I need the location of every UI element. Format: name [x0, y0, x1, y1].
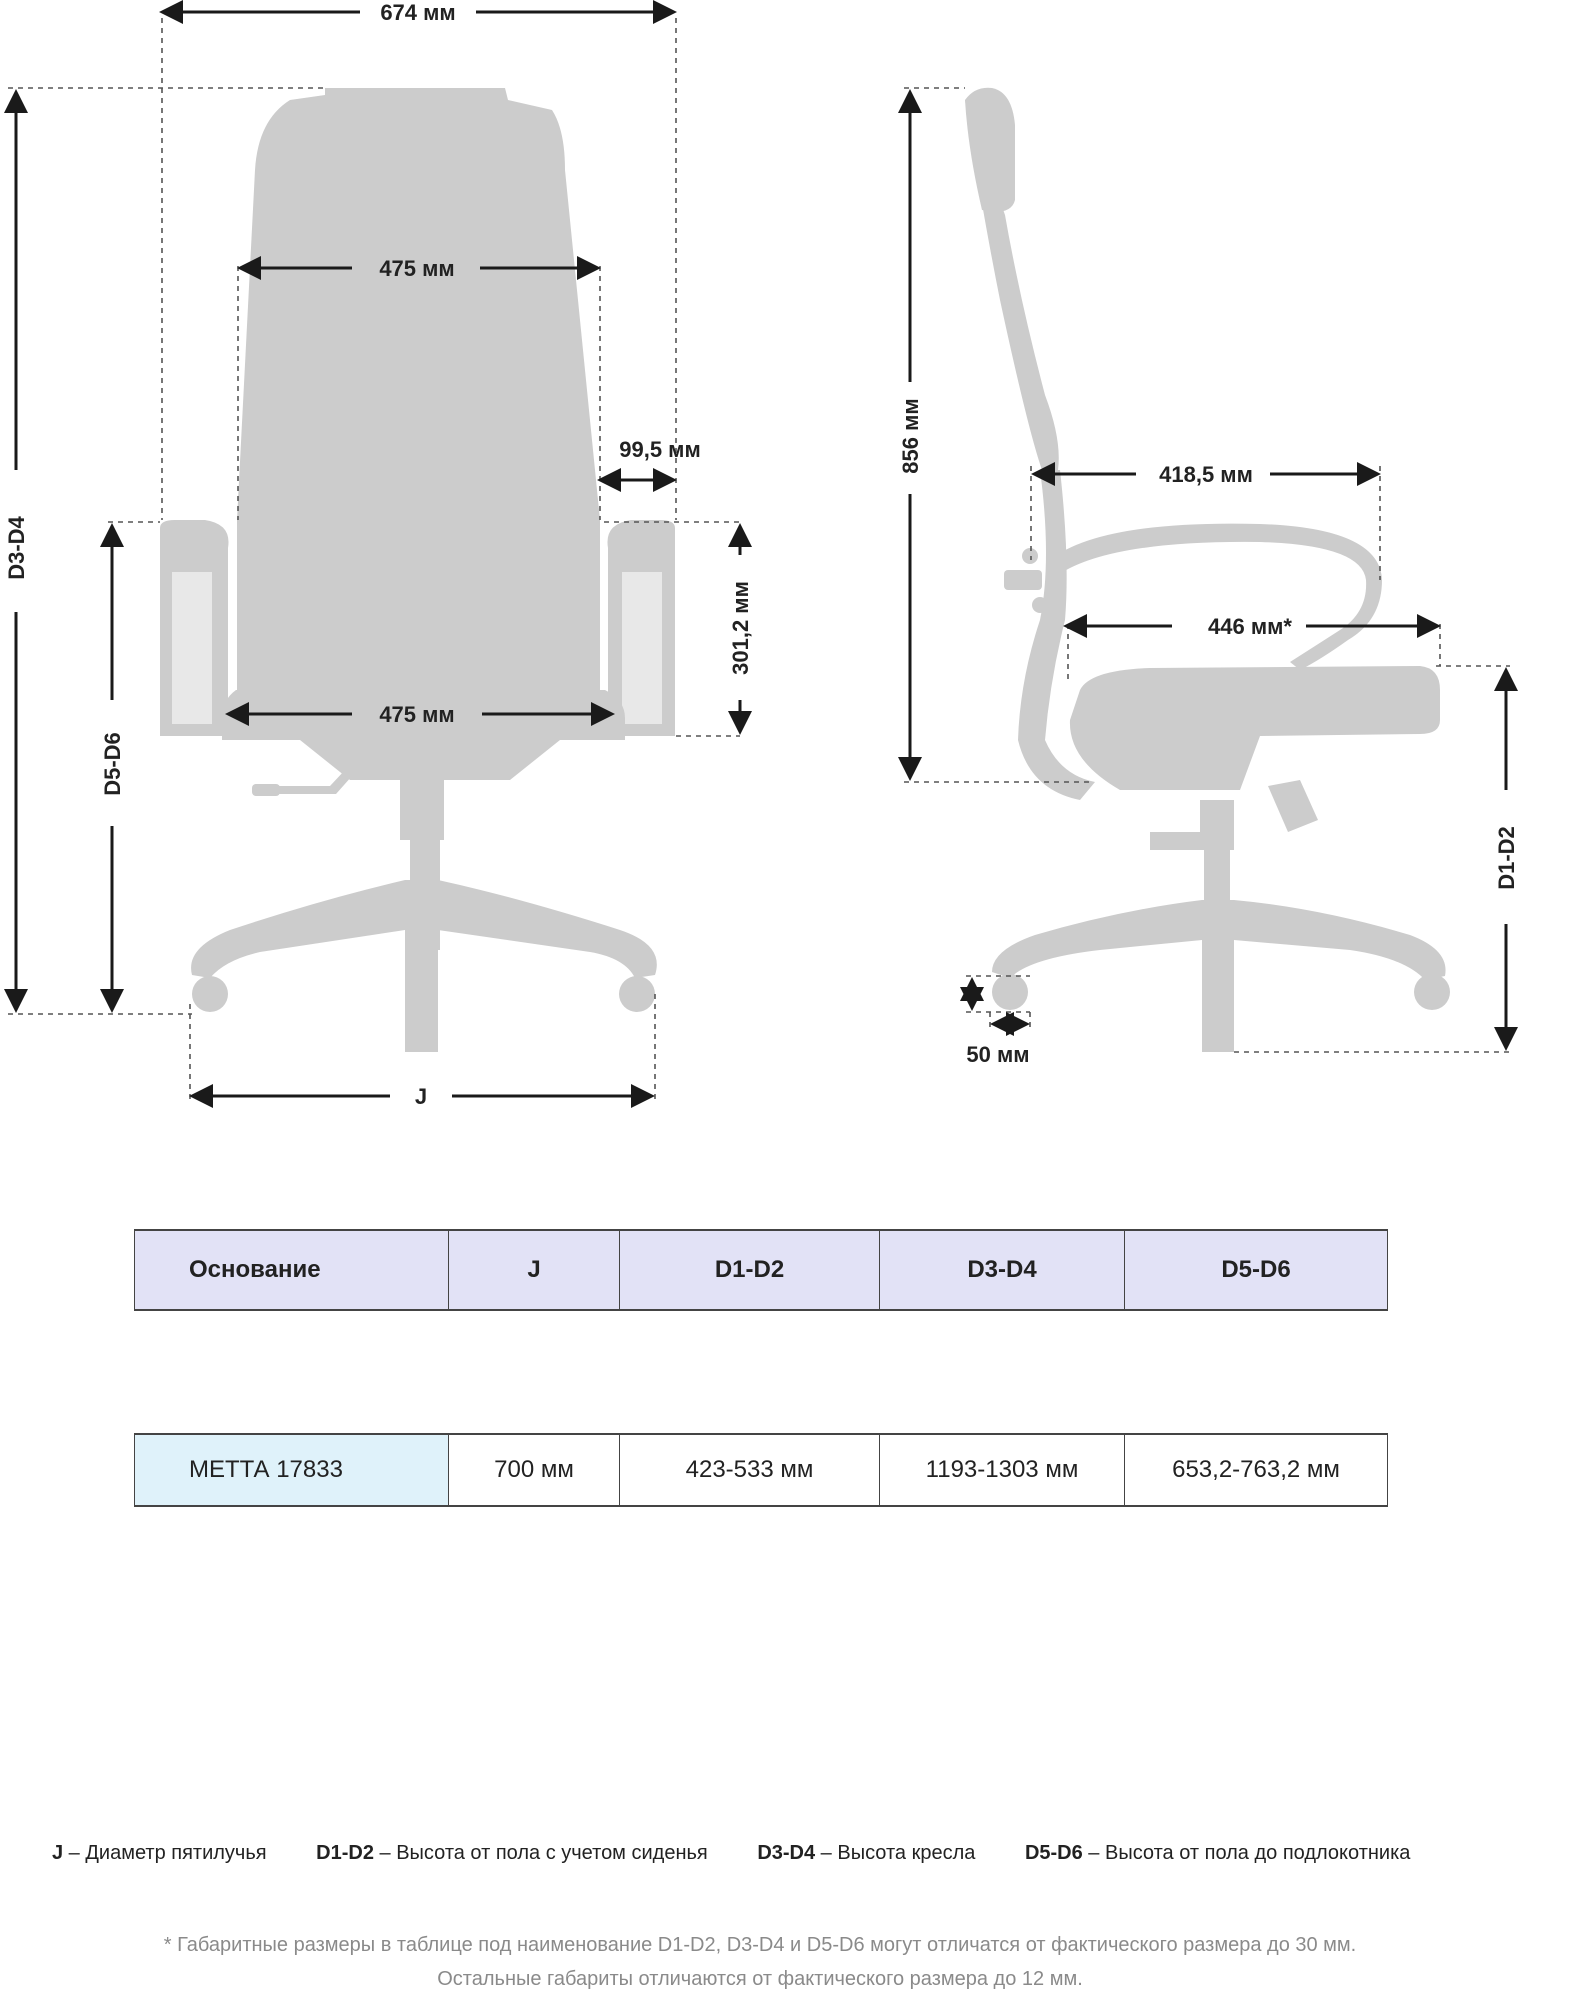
dim-armrest-offset: 99,5 мм	[619, 437, 701, 462]
cell-d5-d6: 653,2-763,2 мм	[1125, 1434, 1388, 1506]
front-backrest	[237, 88, 600, 690]
dim-total-height: D3-D4	[4, 516, 29, 580]
chair-front-view	[160, 88, 675, 1052]
table-row	[135, 1434, 1388, 1506]
dim-armrest-depth: 418,5 мм	[1159, 462, 1253, 487]
front-base	[191, 880, 657, 1052]
dim-total-width: 674 мм	[380, 0, 456, 25]
legend-item-d3-d4: D3-D4 – Высота кресла	[757, 1842, 976, 1864]
side-seat	[1070, 666, 1440, 790]
front-seat-bottom	[300, 740, 560, 780]
side-gas-lift	[1200, 800, 1234, 850]
side-caster-left	[992, 974, 1028, 1010]
front-gas-lift	[400, 780, 444, 840]
dim-back-height: 856 мм	[898, 398, 923, 474]
header-j: J	[449, 1230, 620, 1310]
legend-item-d5-d6: D5-D6 – Высота от пола до подлокотника	[1024, 1842, 1411, 1864]
side-caster-right	[1414, 974, 1450, 1010]
side-handle	[1268, 780, 1318, 832]
table-header-row	[135, 1230, 1388, 1310]
header-base: Основание	[135, 1230, 449, 1310]
header-d1-d2: D1-D2	[620, 1230, 880, 1310]
spec-table	[134, 1229, 1388, 1507]
side-armrest	[1050, 524, 1382, 670]
cell-d1-d2: 423-533 мм	[620, 1434, 880, 1506]
chair-side-view	[965, 88, 1450, 1052]
dim-seat-floor-height: D1-D2	[1494, 826, 1519, 890]
header-d5-d6: D5-D6	[1125, 1230, 1388, 1310]
dim-base-diameter: J	[414, 1084, 428, 1109]
cell-j: 700 мм	[449, 1434, 620, 1506]
footnote-line-2: Остальные габариты отличаются от фактического размера до 12 мм.	[437, 1968, 1083, 1990]
legend-item-d1-d2: D1-D2 – Высота от пола с учетом сиденья	[316, 1842, 708, 1864]
dim-seat-depth: 446 мм*	[1208, 614, 1292, 639]
cell-base-name: МЕТТА 17833	[135, 1434, 449, 1506]
front-caster-left	[192, 976, 228, 1012]
front-caster-right	[619, 976, 655, 1012]
dim-caster: 50 мм	[966, 1042, 1030, 1067]
side-base	[992, 900, 1446, 1052]
dim-armrest-floor-height: D5-D6	[100, 732, 125, 796]
dim-seat-width: 475 мм	[379, 702, 455, 727]
dim-back-width: 475 мм	[379, 256, 455, 281]
footnote-line-1: * Габаритные размеры в таблице под наименование D1-D2, D3-D4 и D5-D6 могут отличатся от фактического размера до 30 мм.	[163, 1934, 1357, 1956]
table-spacer	[135, 1310, 1388, 1434]
legend-item-j: J – Диаметр пятилучья	[52, 1842, 267, 1864]
legend	[52, 1842, 1552, 1865]
dim-armrest-height: 301,2 мм	[728, 581, 753, 675]
header-d3-d4: D3-D4	[880, 1230, 1125, 1310]
cell-d3-d4: 1193-1303 мм	[880, 1434, 1125, 1506]
